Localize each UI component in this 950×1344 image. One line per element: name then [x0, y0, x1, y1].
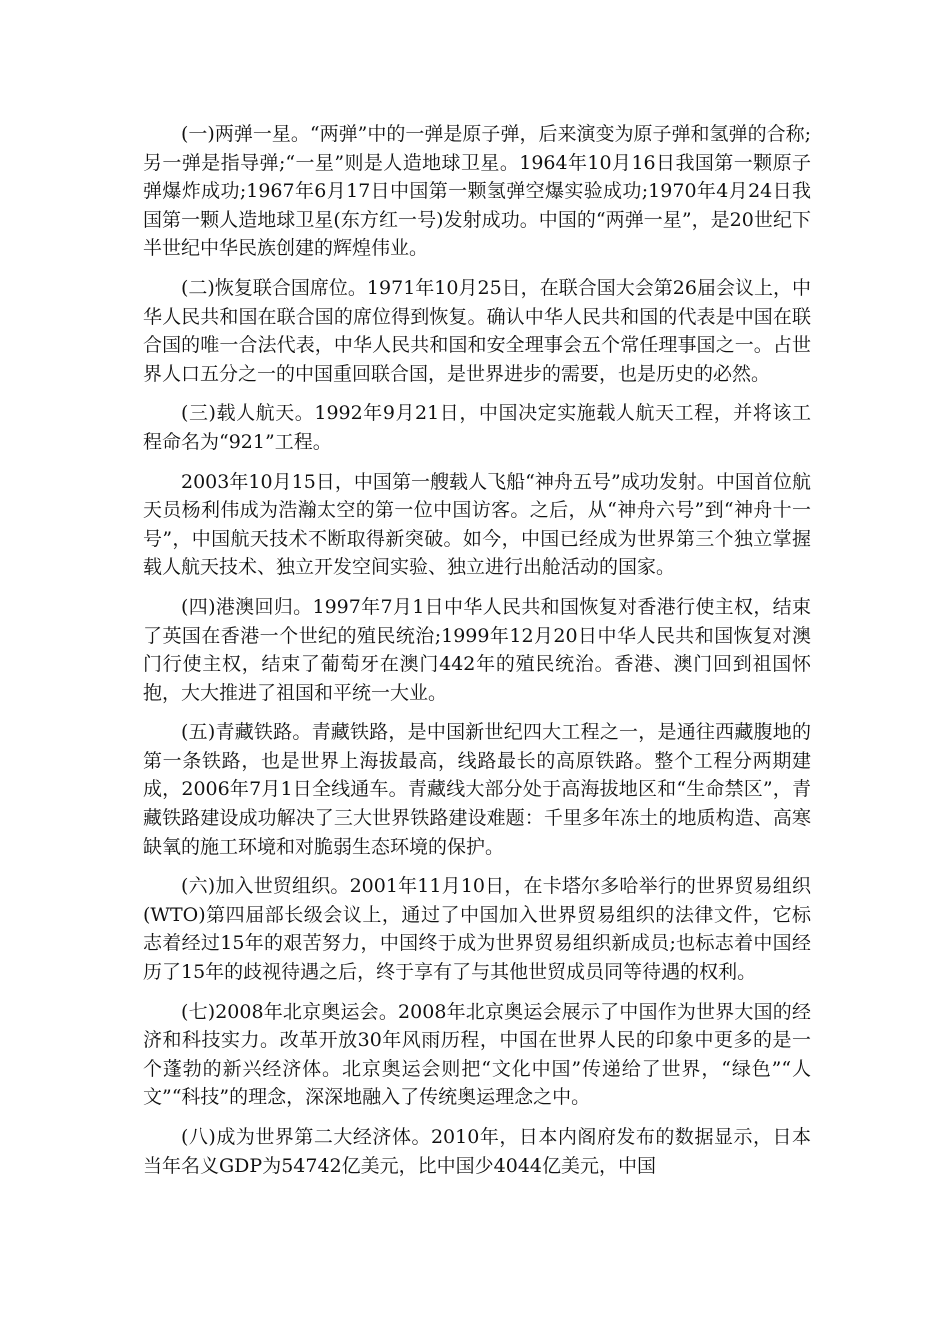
paragraph-second-largest-economy: (八)成为世界第二大经济体。2010年，日本内阁府发布的数据显示，日本当年名义GDP为54742亿美元，比中国少4044亿美元，中国 [143, 1126, 811, 1177]
paragraph-wto-accession: (六)加入世贸组织。2001年11月10日，在卡塔尔多哈举行的世界贸易组织(WTO)第四届部长级会议上，通过了中国加入世界贸易组织的法律文件，它标志着经过15年的艰苦努力，中国终于成为世界贸易组织新成员;也标志着中国经历了15年的歧视待遇之后，终于享有了与其他世贸成员同等待遇的权利。 [143, 875, 811, 984]
paragraph-two-bombs-one-satellite: (一)两弹一星。“两弹”中的一弹是原子弹，后来演变为原子弹和氢弹的合称;另一弹是指导弹;“一星”则是人造地球卫星。1964年10月16日我国第一颗原子弹爆炸成功;1967年6月17日中国第一颗氢弹空爆实验成功;1970年4月24日我国第一颗人造地球卫星(东方红一号)发射成功。中国的“两弹一星”，是20世纪下半世纪中华民族创建的辉煌伟业。 [143, 123, 811, 260]
paragraph-shenzhou: 2003年10月15日，中国第一艘载人飞船“神舟五号”成功发射。中国首位航天员杨利伟成为浩瀚太空的第一位中国访客。之后，从“神舟六号”到“神舟十一号”，中国航天技术不断取得新突破。如今，中国已经成为世界第三个独立掌握载人航天技术、独立开发空间实验、独立进行出舱活动的国家。 [143, 470, 811, 579]
paragraph-qinghai-tibet-railway: (五)青藏铁路。青藏铁路，是中国新世纪四大工程之一，是通往西藏腹地的第一条铁路，也是世界上海拔最高，线路最长的高原铁路。整个工程分两期建成，2006年7月1日全线通车。青藏线大部分处于高海拔地区和“生命禁区”，青藏铁路建设成功解决了三大世界铁路建设难题：千里多年冻土的地质构造、高寒缺氧的施工环境和对脆弱生态环境的保护。 [143, 721, 811, 858]
paragraph-beijing-olympics: (七)2008年北京奥运会。2008年北京奥运会展示了中国作为世界大国的经济和科技实力。改革开放30年风雨历程，中国在世界人民的印象中更多的是一个蓬勃的新兴经济体。北京奥运会则把“文化中国”传递给了世界，“绿色”“人文”“科技”的理念，深深地融入了传统奥运理念之中。 [143, 1000, 811, 1109]
document-page [143, 120, 811, 1191]
paragraph-manned-spaceflight: (三)载人航天。1992年9月21日，中国决定实施载人航天工程，并将该工程命名为“921”工程。 [143, 402, 811, 453]
paragraph-un-seat: (二)恢复联合国席位。1971年10月25日，在联合国大会第26届会议上，中华人民共和国在联合国的席位得到恢复。确认中华人民共和国的代表是中国在联合国的唯一合法代表，中华人民共和国和安全理事会五个常任理事国之一。占世界人口五分之一的中国重回联合国，是世界进步的需要，也是历史的必然。 [143, 276, 811, 385]
paragraph-hk-macau-return: (四)港澳回归。1997年7月1日中华人民共和国恢复对香港行使主权，结束了英国在香港一个世纪的殖民统治;1999年12月20日中华人民共和国恢复对澳门行使主权，结束了葡萄牙在澳门442年的殖民统治。香港、澳门回到祖国怀抱，大大推进了祖国和平统一大业。 [143, 595, 811, 704]
